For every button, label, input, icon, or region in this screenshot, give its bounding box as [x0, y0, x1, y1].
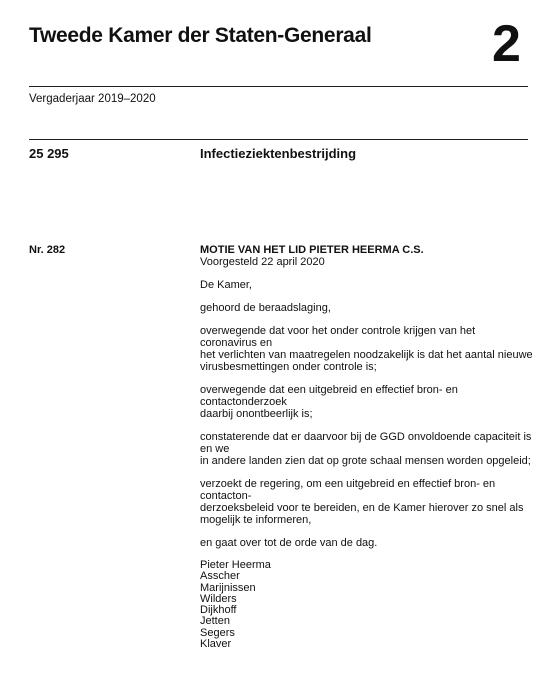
- session-year: Vergaderjaar 2019–2020: [29, 93, 156, 105]
- text-line: overwegende dat een uitgebreid en effectief bron- en contactonderzoek: [200, 384, 458, 408]
- signatory: Marijnissen: [200, 581, 256, 594]
- signatory: Asscher: [200, 570, 240, 583]
- signatory: Jetten: [200, 615, 230, 628]
- signatory: Pieter Heerma: [200, 559, 271, 571]
- text-line: daarbij onontbeerlijk is;: [200, 408, 313, 420]
- paragraph-considering-2: [200, 384, 535, 420]
- dossier-title: Infectieziektenbestrijding: [200, 146, 357, 161]
- motion-body: [200, 244, 535, 650]
- signatory: Dijkhoff: [200, 604, 237, 617]
- text-line: verzoekt de regering, om een uitgebreid en effectief bron- en contacton-: [200, 478, 496, 502]
- motion-number: Nr. 282: [29, 244, 66, 256]
- salutation: De Kamer,: [200, 279, 252, 291]
- signatories-list: [200, 560, 535, 650]
- text-line: het verlichten van maatregelen noodzakelijk is dat het aantal nieuwe: [200, 349, 533, 361]
- text-line: derzoeksbeleid voor te bereiden, en de Kamer hierover zo snel als: [200, 502, 524, 514]
- signatory: Klaver: [200, 638, 232, 651]
- text-line: overwegende dat voor het onder controle krijgen van het coronavirus en: [200, 325, 476, 349]
- top-divider: [29, 86, 528, 87]
- paragraph-hearing: gehoord de beraadslaging,: [200, 302, 331, 314]
- dossier-number: 25 295: [29, 146, 69, 161]
- paragraph-considering-1: [200, 325, 535, 373]
- motion-heading: MOTIE VAN HET LID PIETER HEERMA C.S.: [200, 244, 424, 256]
- paragraph-noting: [200, 431, 535, 467]
- signatory: Wilders: [200, 592, 237, 605]
- text-line: mogelijk te informeren,: [200, 514, 312, 526]
- text-line: virusbesmettingen onder controle is;: [200, 361, 377, 373]
- parliament-title: Tweede Kamer der Staten-Generaal: [29, 24, 372, 47]
- text-line: constaterende dat er daarvoor bij de GGD onvoldoende capaciteit is en we: [200, 431, 532, 455]
- paragraph-request: [200, 478, 535, 526]
- paragraph-closing: en gaat over tot de orde van de dag.: [200, 537, 378, 549]
- document-number: 2: [492, 15, 521, 73]
- motion-date: Voorgesteld 22 april 2020: [200, 256, 325, 268]
- section-divider: [29, 139, 528, 140]
- signatory: Segers: [200, 626, 235, 639]
- text-line: in andere landen zien dat op grote schaal mensen worden opgeleid;: [200, 455, 531, 467]
